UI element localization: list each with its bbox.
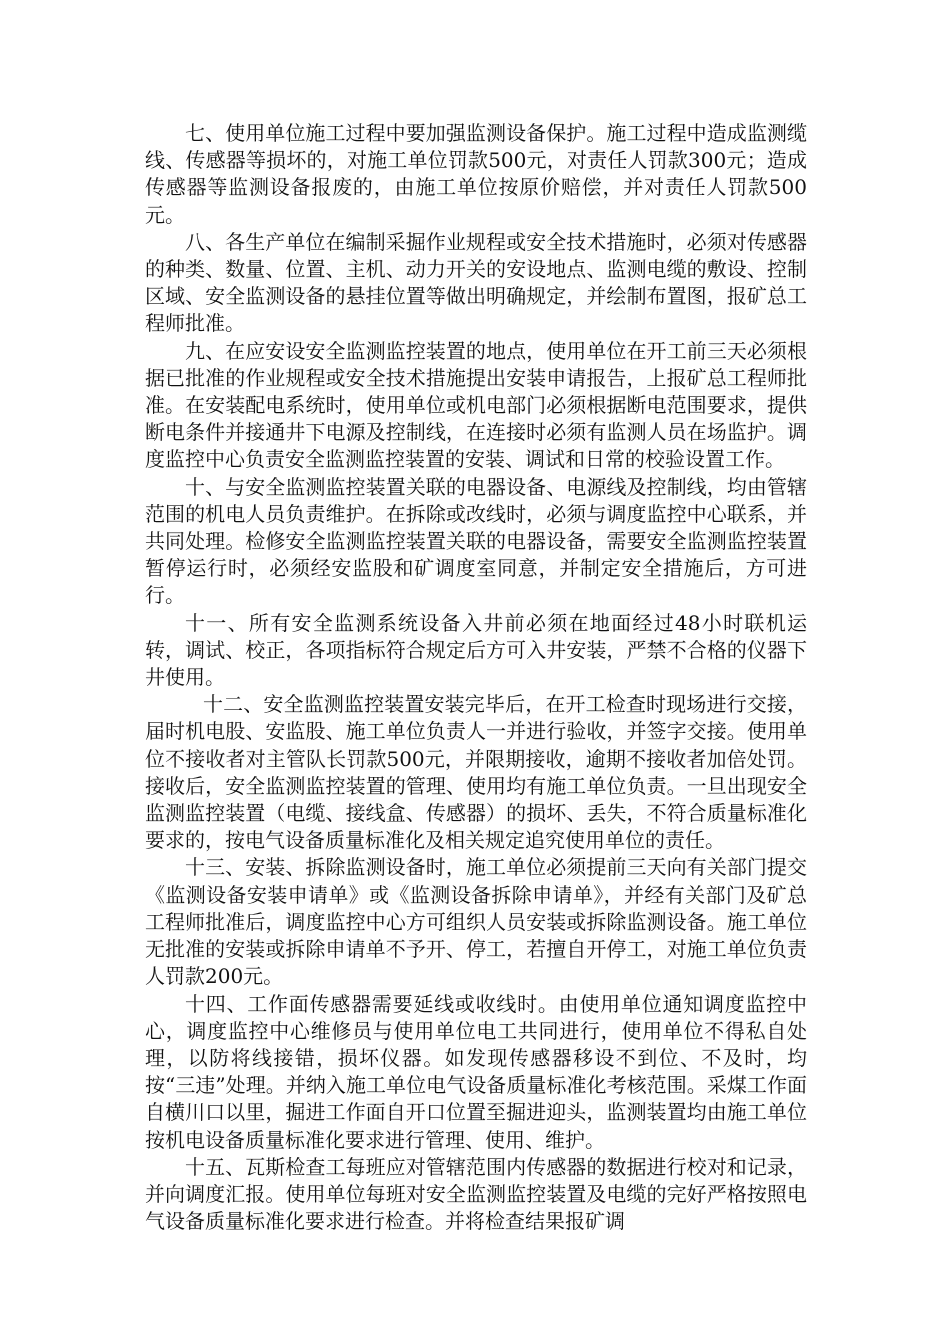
paragraph-12: 十二、安全监测监控装置安装完毕后，在开工检查时现场进行交接，届时机电股、安监股、施工单位负责人一并进行验收，并签字交接。使用单位不接收者对主管队长罚款500元，并限期接收，逾期不接收者加倍处罚。接收后，安全监测监控装置的管理、使用均有施工单位负责。一旦出现安全监测监控装置（电缆、接线盒、传感器）的损坏、丢失，不符合质量标准化要求的，按电气设备质量标准化及相关规定追究使用单位的责任。 bbox=[145, 692, 807, 853]
paragraph-8: 八、各生产单位在编制采掘作业规程或安全技术措施时，必须对传感器的种类、数量、位置、主机、动力开关的安设地点、监测电缆的敷设、控制区域、安全监测设备的悬挂位置等做出明确规定，并绘制布置图，报矿总工程师批准。 bbox=[145, 229, 807, 336]
paragraph-9: 九、在应安设安全监测监控装置的地点，使用单位在开工前三天必须根据已批准的作业规程或安全技术措施提出安装申请报告，上报矿总工程师批准。在安装配电系统时，使用单位或机电部门必须根据断电范围要求，提供断电条件并接通井下电源及控制线，在连接时必须有监测人员在场监护。调度监控中心负责安全监测监控装置的安装、调试和日常的校验设置工作。 bbox=[145, 338, 807, 472]
paragraph-14: 十四、工作面传感器需要延线或收线时。由使用单位通知调度监控中心，调度监控中心维修员与使用单位电工共同进行，使用单位不得私自处理，以防将线接错，损坏仪器。如发现传感器移设不到位、不及时，均按“三违”处理。并纳入施工单位电气设备质量标准化考核范围。采煤工作面自横川口以里，掘进工作面自开口位置至掘进迎头，监测装置均由施工单位按机电设备质量标准化要求进行管理、使用、维护。 bbox=[145, 991, 807, 1152]
paragraph-15: 十五、瓦斯检查工每班应对管辖范围内传感器的数据进行校对和记录，并向调度汇报。使用单位每班对安全监测监控装置及电缆的完好严格按照电气设备质量标准化要求进行检查。并将检查结果报矿调 bbox=[145, 1154, 807, 1234]
document-body bbox=[145, 120, 807, 1235]
paragraph-13: 十三、安装、拆除监测设备时，施工单位必须提前三天向有关部门提交《监测设备安装申请单》或《监测设备拆除申请单》，并经有关部门及矿总工程师批准后，调度监控中心方可组织人员安装或拆除监测设备。施工单位无批准的安装或拆除申请单不予开、停工，若擅自开停工，对施工单位负责人罚款200元。 bbox=[145, 855, 807, 989]
paragraph-11: 十一、所有安全监测系统设备入井前必须在地面经过48小时联机运转，调试、校正，各项指标符合规定后方可入井安装，严禁不合格的仪器下井使用。 bbox=[145, 610, 807, 690]
paragraph-10: 十、与安全监测监控装置关联的电器设备、电源线及控制线，均由管辖范围的机电人员负责维护。在拆除或改线时，必须与调度监控中心联系，并共同处理。检修安全监测监控装置关联的电器设备，需要安全监测监控装置暂停运行时，必须经安监股和矿调度室同意，并制定安全措施后，方可进行。 bbox=[145, 474, 807, 608]
paragraph-7: 七、使用单位施工过程中要加强监测设备保护。施工过程中造成监测缆线、传感器等损坏的，对施工单位罚款500元，对责任人罚款300元；造成传感器等监测设备报废的，由施工单位按原价赔偿，并对责任人罚款500元。 bbox=[145, 121, 807, 227]
